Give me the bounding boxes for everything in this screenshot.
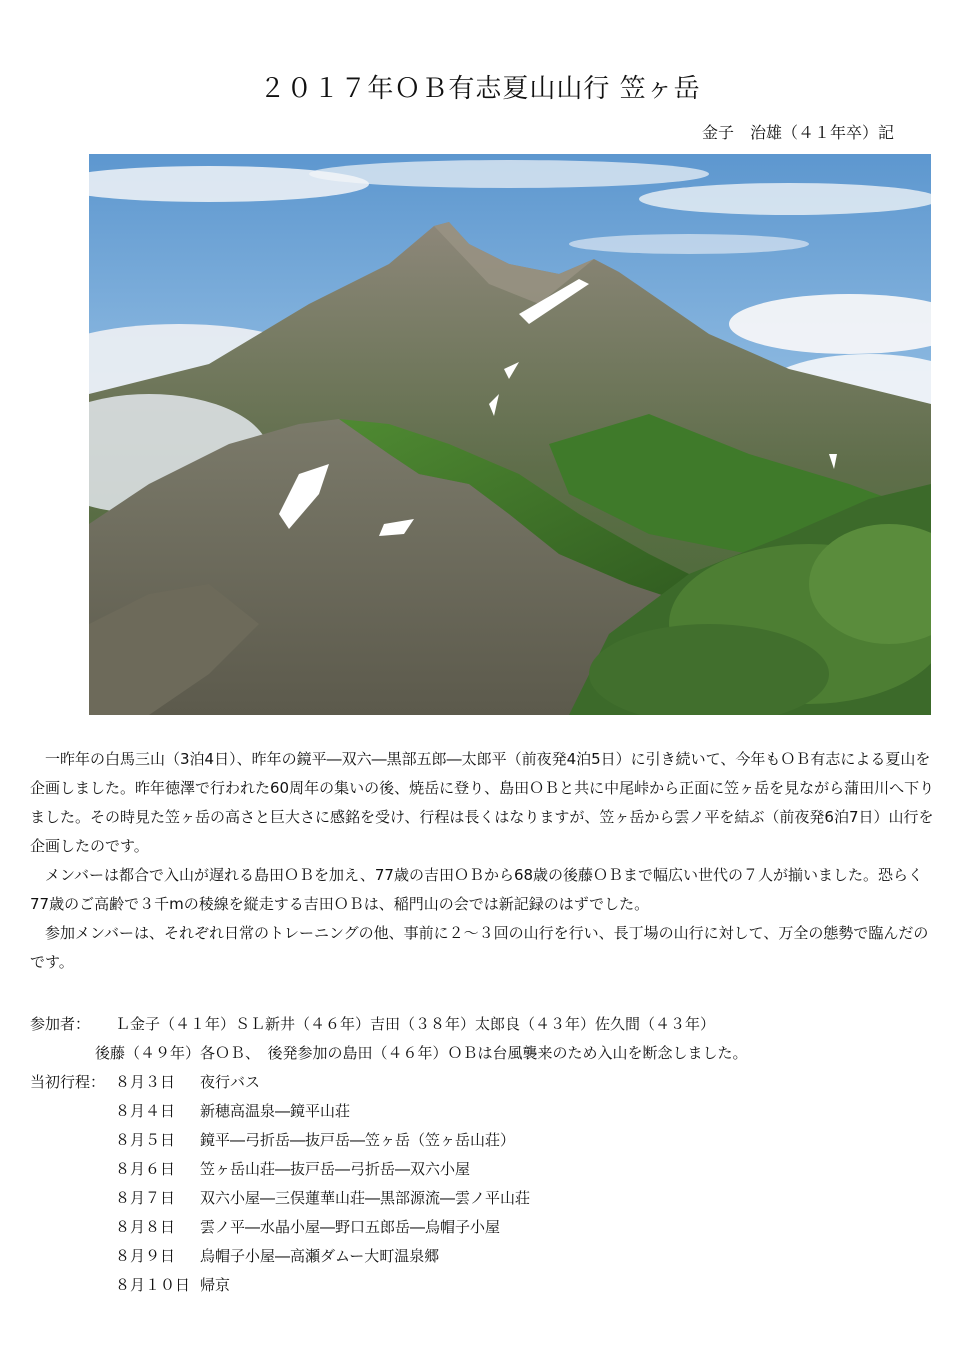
paragraph: メンバーは都合で入山が遅れる島田ＯＢを加え、77歳の吉田ＯＢから68歳の後藤ＯＢまで幅広い世代の７人が揃いました。恐らく77歳のご高齢で３千mの稜線を縦走する吉田ＯＢは、稲門山の会では新記録のはずでした。: [30, 866, 924, 913]
schedule-row: [30, 1242, 935, 1271]
schedule-date: ８月８日: [115, 1218, 176, 1236]
paragraph: 一昨年の白馬三山（3泊4日）、昨年の鏡平―双六―黒部五郎―太郎平（前夜発4泊5日）に引き続いて、今年もＯＢ有志による夏山を企画しました。昨年徳澤で行われた60周年の集いの後、焼岳に登り、島田ＯＢと共に中尾峠から正面に笠ヶ岳を見ながら蒲田川へ下りました。その時見た笠ヶ岳の高さと巨大さに感銘を受け、行程は長くはなりますが、笠ヶ岳から雲ノ平を結ぶ（前夜発6泊7日）山行を企画したのです。: [30, 750, 935, 855]
schedule-route: 烏帽子小屋―高瀬ダムー大町温泉郷: [200, 1247, 440, 1265]
schedule-date: ８月１０日: [115, 1276, 191, 1294]
schedule-route: 双六小屋―三俣蓮華山荘―黒部源流―雲ノ平山荘: [200, 1189, 531, 1207]
schedule-date: ８月６日: [115, 1160, 176, 1178]
mountain-photo: [89, 154, 931, 715]
schedule-row: [30, 1155, 935, 1184]
schedule-route: 夜行バス: [200, 1073, 261, 1091]
paragraph: 参加メンバーは、それぞれ日常のトレーニングの他、事前に２～３回の山行を行い、長丁場の山行に対して、万全の態勢で臨んだのです。: [30, 924, 929, 971]
members-line-2: 後藤（４９年）各ＯＢ、 後発参加の島田（４６年）ＯＢは台風襲来のため入山を断念しました。: [95, 1044, 748, 1062]
trip-details: [30, 1010, 935, 1300]
schedule-route: 雲ノ平―水晶小屋―野口五郎岳―烏帽子小屋: [200, 1218, 501, 1236]
mountain-illustration: [89, 154, 931, 715]
schedule-row-0: [30, 1068, 935, 1097]
schedule-date: ８月７日: [115, 1189, 176, 1207]
schedule-row: [30, 1126, 935, 1155]
schedule-date: ８月３日: [115, 1073, 176, 1091]
article-body: [30, 745, 935, 977]
schedule-label: 当初行程：: [30, 1073, 106, 1091]
schedule-date: ８月４日: [115, 1102, 176, 1120]
page-title: ２０１７年ＯＢ有志夏山山行 笠ヶ岳: [259, 74, 701, 104]
members-row-2: [30, 1039, 935, 1068]
members-label: 参加者：: [30, 1015, 91, 1033]
schedule-route: 鏡平―弓折岳―抜戸岳―笠ヶ岳（笠ヶ岳山荘）: [200, 1131, 516, 1149]
schedule-row: [30, 1097, 935, 1126]
members-row: [30, 1010, 935, 1039]
schedule-row: [30, 1184, 935, 1213]
schedule-date: ８月５日: [115, 1131, 176, 1149]
members-line-1: Ｌ金子（４１年）ＳＬ新井（４６年）吉田（３８年）太郎良（４３年）佐久間（４３年）: [115, 1015, 716, 1033]
schedule-row: [30, 1271, 935, 1300]
author-line: 金子 治雄（４１年卒）記: [701, 123, 894, 142]
schedule-row: [30, 1213, 935, 1242]
schedule-route: 新穂高温泉―鏡平山荘: [200, 1102, 351, 1120]
schedule-date: ８月９日: [115, 1247, 176, 1265]
schedule-route: 笠ヶ岳山荘―抜戸岳―弓折岳―双六小屋: [200, 1160, 471, 1178]
schedule-route: 帰京: [200, 1276, 231, 1294]
